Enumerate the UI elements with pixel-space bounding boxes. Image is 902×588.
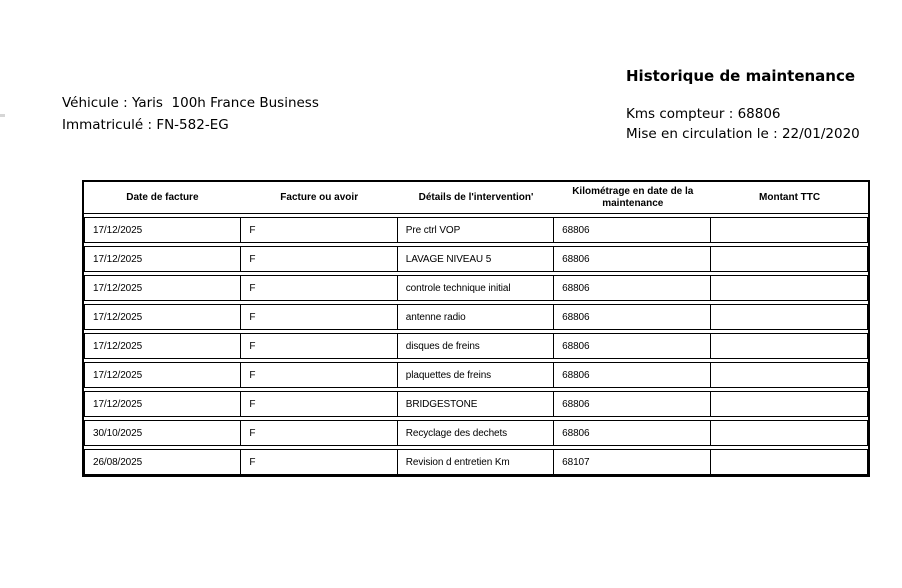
- cell-date-de-facture: 17/12/2025: [85, 276, 241, 300]
- cell-facture-ou-avoir: F: [241, 276, 397, 300]
- cell-montant-ttc: [711, 305, 867, 329]
- column-header-date-de-facture: Date de facture: [126, 191, 199, 203]
- cell-facture-ou-avoir: F: [241, 334, 397, 358]
- cell-kilometrage: 68806: [554, 218, 710, 242]
- cell-facture-ou-avoir: F: [241, 421, 397, 445]
- cell-kilometrage: 68806: [554, 276, 710, 300]
- history-header-block: [626, 67, 860, 144]
- registration-label: Immatriculé : FN-582-EG: [62, 117, 229, 133]
- cell-facture-ou-avoir: F: [241, 247, 397, 271]
- cell-montant-ttc: [711, 276, 867, 300]
- vehicle-label: Véhicule : Yaris 100h France Business: [62, 95, 319, 111]
- cell-date-de-facture: 17/12/2025: [85, 334, 241, 358]
- cell-kilometrage: 68806: [554, 334, 710, 358]
- page-edge-artifact: [0, 114, 5, 117]
- cell-details: Pre ctrl VOP: [398, 218, 554, 242]
- cell-kilometrage: 68806: [554, 392, 710, 416]
- cell-details: Recyclage des dechets: [398, 421, 554, 445]
- column-header-kilometrage: Kilométrage en date de la maintenance: [572, 185, 694, 209]
- cell-facture-ou-avoir: F: [241, 392, 397, 416]
- column-header-montant-ttc: Montant TTC: [759, 191, 821, 203]
- cell-date-de-facture: 30/10/2025: [85, 421, 241, 445]
- cell-kilometrage: 68107: [554, 450, 710, 474]
- table-row: [84, 333, 868, 359]
- table-header-row: [84, 182, 868, 214]
- cell-date-de-facture: 17/12/2025: [85, 392, 241, 416]
- cell-details: antenne radio: [398, 305, 554, 329]
- cell-montant-ttc: [711, 247, 867, 271]
- kms-counter-label: Kms compteur : 68806: [626, 106, 781, 122]
- cell-montant-ttc: [711, 450, 867, 474]
- table-row: [84, 275, 868, 301]
- cell-kilometrage: 68806: [554, 421, 710, 445]
- cell-details: controle technique initial: [398, 276, 554, 300]
- table-body: [84, 217, 868, 475]
- table-row: [84, 449, 868, 475]
- cell-kilometrage: 68806: [554, 305, 710, 329]
- cell-date-de-facture: 17/12/2025: [85, 218, 241, 242]
- cell-details: LAVAGE NIVEAU 5: [398, 247, 554, 271]
- table-row: [84, 217, 868, 243]
- cell-montant-ttc: [711, 392, 867, 416]
- cell-details: plaquettes de freins: [398, 363, 554, 387]
- cell-facture-ou-avoir: F: [241, 305, 397, 329]
- cell-kilometrage: 68806: [554, 363, 710, 387]
- circulation-date-label: Mise en circulation le : 22/01/2020: [626, 125, 860, 142]
- cell-kilometrage: 68806: [554, 247, 710, 271]
- table-row: [84, 391, 868, 417]
- cell-date-de-facture: 17/12/2025: [85, 247, 241, 271]
- maintenance-table: [82, 180, 870, 477]
- table-row: [84, 420, 868, 446]
- cell-details: Revision d entretien Km: [398, 450, 554, 474]
- cell-date-de-facture: 17/12/2025: [85, 305, 241, 329]
- cell-details: BRIDGESTONE: [398, 392, 554, 416]
- cell-details: disques de freins: [398, 334, 554, 358]
- vehicle-info-block: [62, 92, 319, 136]
- cell-date-de-facture: 26/08/2025: [85, 450, 241, 474]
- cell-montant-ttc: [711, 218, 867, 242]
- cell-montant-ttc: [711, 363, 867, 387]
- cell-facture-ou-avoir: F: [241, 450, 397, 474]
- cell-montant-ttc: [711, 421, 867, 445]
- column-header-details-intervention: Détails de l'intervention': [418, 191, 534, 203]
- column-header-facture-ou-avoir: Facture ou avoir: [280, 191, 359, 203]
- cell-date-de-facture: 17/12/2025: [85, 363, 241, 387]
- table-row: [84, 362, 868, 388]
- cell-facture-ou-avoir: F: [241, 218, 397, 242]
- table-row: [84, 304, 868, 330]
- page-title: Historique de maintenance: [626, 67, 856, 85]
- cell-montant-ttc: [711, 334, 867, 358]
- cell-facture-ou-avoir: F: [241, 363, 397, 387]
- table-row: [84, 246, 868, 272]
